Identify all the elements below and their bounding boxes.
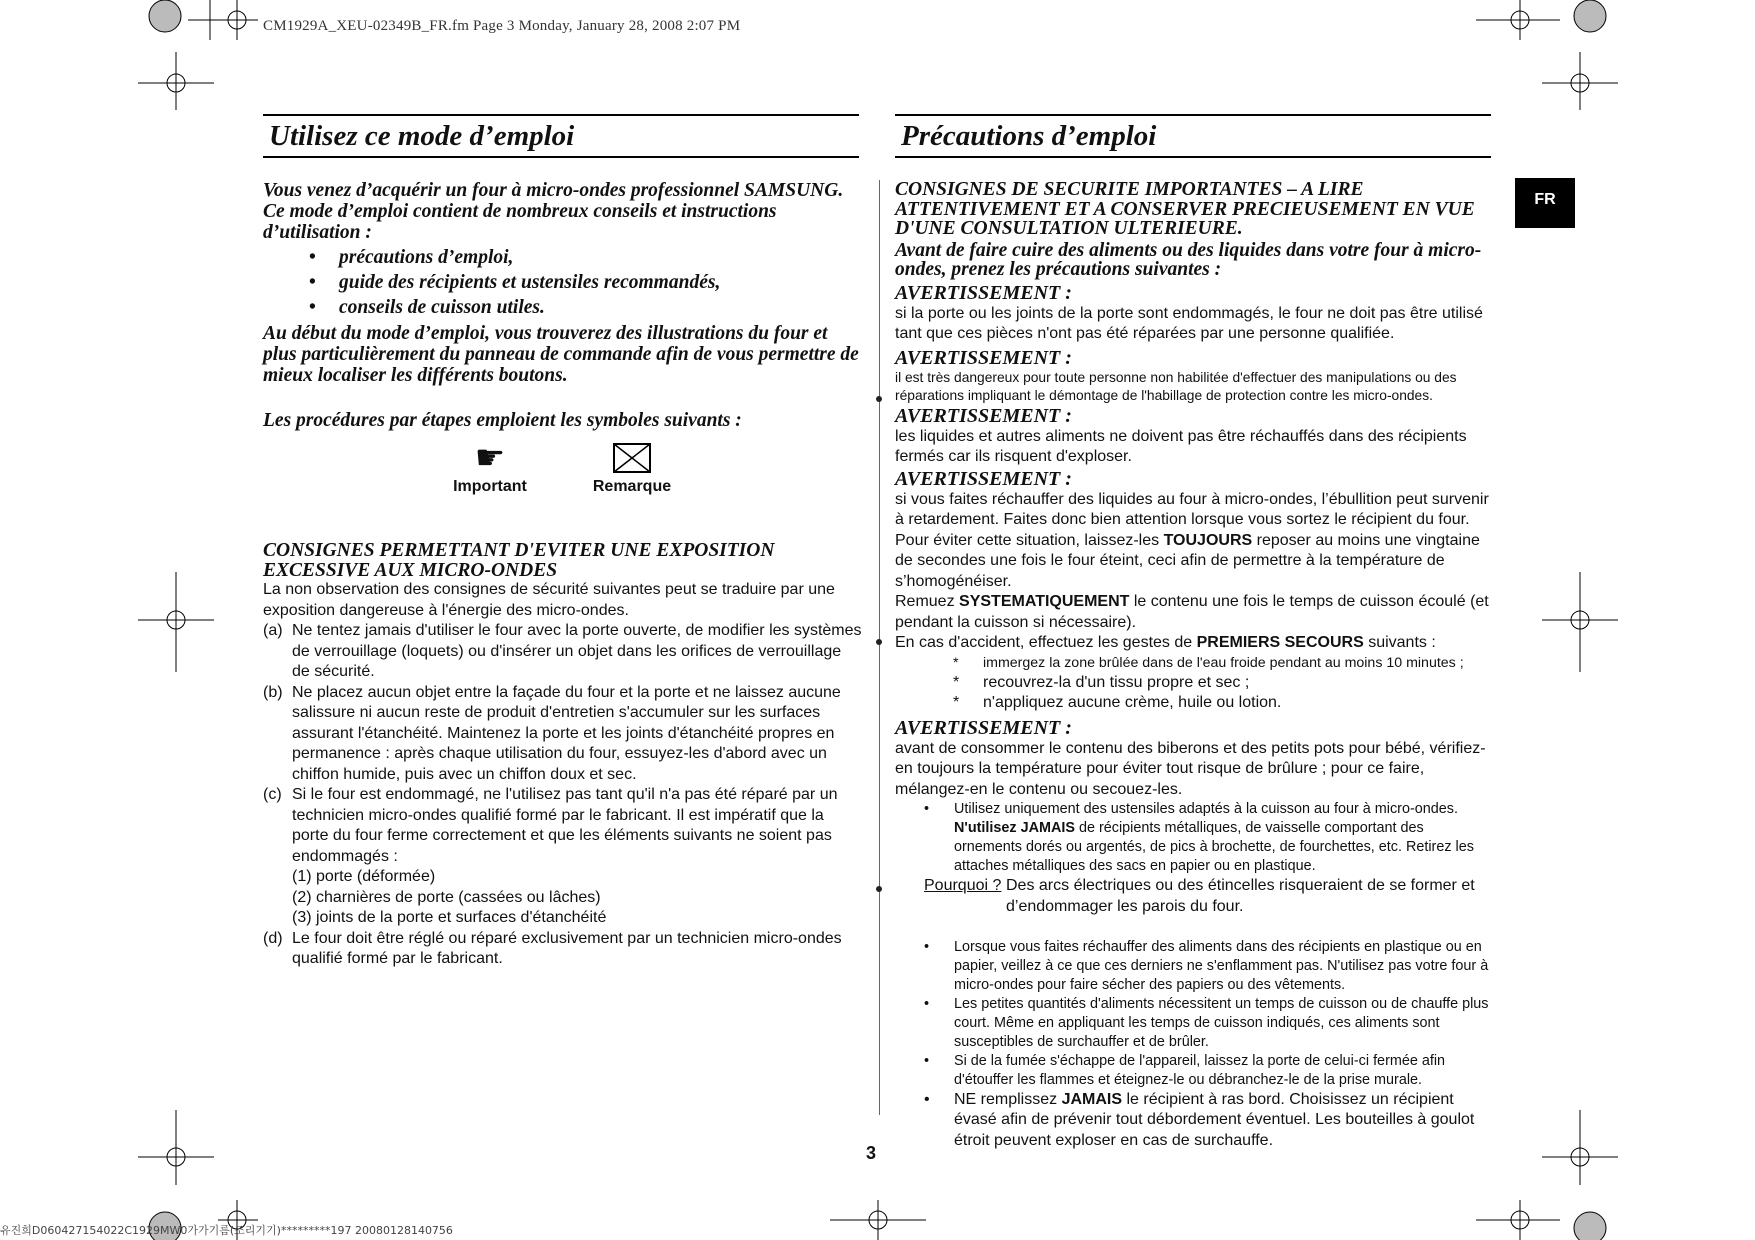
text-run: le contenu une fois le temps de cuisson écoulé (et pendant la cuisson si nécessaire). bbox=[895, 593, 1489, 631]
margin-dot bbox=[876, 396, 882, 402]
list-item: • conseils de cuisson utiles. bbox=[263, 295, 863, 320]
item-text: Ne placez aucun objet entre la façade du four et la porte et ne laissez aucune salissure ni aucun reste de produit d'entretien s'accumuler sur les surfaces assurant l'étanchéité. Maintenez la porte et les joints d'étanchéité propres en permanence : après chaque utilisation du four, essuyez-les d'abord avec un chiffon humide, puis avec un chiffon doux et sec. bbox=[292, 683, 841, 783]
warning-text: il est très dangereux pour toute personne non habilitée d'effectuer des manipulations ou des réparations impliquant le démontage de l'habillage de protection contre les micro-ondes. bbox=[895, 369, 1457, 403]
print-footer: 유진희D060427154022C1929MW0가가기름(조리기기)*********197 20080128140756 bbox=[0, 1224, 453, 1237]
warning-label: AVERTISSEMENT : bbox=[895, 281, 1072, 304]
list-item: * n'appliquez aucune crème, huile ou lotion. bbox=[895, 693, 1495, 714]
bold-run: PREMIERS SECOURS bbox=[1196, 634, 1364, 651]
warning-text: si la porte ou les joints de la porte sont endommagés, le four ne doit pas être utilisé tant que ces pièces n'ont pas été réparées par une personne qualifiée. bbox=[895, 304, 1483, 342]
warning-text: avant de consommer le contenu des biberons et des petits pots pour bébé, vérifiez-en toujours la température pour éviter tout risque de brûlure ; pour ce faire, mélangez-en le contenu ou secouez-les. bbox=[895, 739, 1486, 798]
first-aid-intro bbox=[895, 633, 1495, 654]
note-icon bbox=[582, 438, 682, 478]
text-run: reposer au moins une vingtaine de secondes une fois le four éteint, ceci afin de permettre à la température de s’homogénéiser. bbox=[895, 531, 1480, 590]
list-item bbox=[263, 621, 863, 683]
right-title-box bbox=[895, 114, 1491, 158]
item-text: Si le four est endommagé, ne l'utilisez pas tant qu'il n'a pas été réparé par un technicien micro-ondes qualifié formé par le fabricant. Il est impératif que la porte du four ferme correctement et que les éléments suivants ne soient pas endommagés : bbox=[292, 786, 838, 865]
language-tab: FR bbox=[1515, 178, 1575, 228]
symbol-important bbox=[440, 438, 540, 496]
text-run: Utilisez uniquement des ustensiles adaptés à la cuisson au four à micro-ondes. bbox=[954, 801, 1458, 817]
text-run: Remuez bbox=[895, 593, 960, 610]
sub-item: (3) joints de la porte et surfaces d'étanchéité bbox=[292, 909, 607, 926]
bold-run: JAMAIS bbox=[1061, 1090, 1123, 1108]
precautions-list-2 bbox=[895, 938, 1495, 1090]
list-item bbox=[895, 1090, 1495, 1152]
why-text: Des arcs électriques ou des étincelles risqueraient de se former et d’endommager les parois du four. bbox=[1006, 877, 1475, 915]
pointing-hand-icon: ☛ bbox=[474, 439, 506, 477]
column-divider bbox=[879, 180, 880, 1115]
text-run: le récipient à ras bord. Choisissez un récipient évasé afin de prévenir tout débordement éventuel. Les bouteilles à goulot étroit peuvent exploser en cas de surchauffe. bbox=[954, 1090, 1475, 1149]
warning-label: AVERTISSEMENT : bbox=[895, 346, 1072, 369]
item-text: Le four doit être réglé ou réparé exclusivement par un technicien micro-ondes qualifié formé par le fabricant. bbox=[292, 929, 842, 967]
item-text: Ne tentez jamais d'utiliser le four avec la porte ouverte, de modifier les systèmes de verrouillage (loquets) ou d'insérer un objet dans les orifices de verrouillage de sécurité. bbox=[292, 622, 862, 680]
list-item: • précautions d’emploi, bbox=[263, 245, 863, 270]
why-label: Pourquoi ? bbox=[924, 877, 1002, 894]
intro-text: Vous venez d’acquérir un four à micro-ondes professionnel SAMSUNG. Ce mode d’emploi contient de nombreux conseils et instructions d’utilisation : bbox=[263, 180, 844, 243]
print-header: CM1929A_XEU-02349B_FR.fm Page 3 Monday, January 28, 2008 2:07 PM bbox=[263, 18, 741, 34]
text-run: En cas d'accident, effectuez les gestes de bbox=[895, 634, 1197, 651]
consignes-heading: CONSIGNES DE SECURITE IMPORTANTES – A LIRE ATTENTIVEMENT ET A CONSERVER PRECIEUSEMENT EN VUE D'UNE CONSULTATION ULTERIEURE. bbox=[895, 179, 1475, 239]
section-title: CONSIGNES PERMETTANT D'EVITER UNE EXPOSITION EXCESSIVE AUX MICRO-ONDES bbox=[263, 540, 775, 581]
bold-run: TOUJOURS bbox=[1163, 531, 1253, 549]
why-note bbox=[895, 876, 1495, 938]
list-item: * recouvrez-la d'un tissu propre et sec ; bbox=[895, 673, 1495, 694]
safety-list bbox=[263, 621, 863, 970]
warning-label: AVERTISSEMENT : bbox=[895, 467, 1072, 490]
margin-dot bbox=[876, 639, 882, 645]
list-item bbox=[263, 929, 863, 970]
bold-run: SYSTEMATIQUEMENT bbox=[959, 593, 1130, 610]
precautions-list-3 bbox=[895, 1090, 1495, 1152]
avant-text: Avant de faire cuire des aliments ou des liquides dans votre four à micro-ondes, prenez les précautions suivantes : bbox=[895, 239, 1482, 280]
section-intro: La non observation des consignes de sécurité suivantes peut se traduire par une exposition dangereuse à l'énergie des micro-ondes. bbox=[263, 581, 835, 619]
intro-text-2: Au début du mode d’emploi, vous trouverez des illustrations du four et plus particulièrement du panneau de commande afin de vous permettre de mieux localiser les différents boutons. bbox=[263, 323, 859, 386]
list-item: • Lorsque vous faites réchauffer des aliments dans des récipients en plastique ou en papier, veillez à ce que ces derniers ne s'enflamment pas. N'utilisez pas votre four à micro-ondes pour faire sécher des papiers ou des vêtements. bbox=[895, 938, 1495, 995]
item-label: (d) bbox=[263, 929, 283, 947]
text-run: si vous faites réchauffer des liquides au four à micro-ondes, l’ébullition peut survenir à retardement. Faites donc bien attention lorsque vous sortez le récipient du four. Pour éviter cette situation, laissez-les bbox=[895, 490, 1489, 549]
margin-dot bbox=[876, 886, 882, 892]
list-item: • Si de la fumée s'échappe de l'appareil, laissez la porte de celui-ci fermée afin d'étouffer les flammes et éteignez-le ou débranchez-le de la prise murale. bbox=[895, 1052, 1495, 1090]
symbol-label: Remarque bbox=[592, 478, 672, 495]
precautions-list bbox=[895, 800, 1495, 876]
list-item: • Les petites quantités d'aliments nécessitent un temps de cuisson ou de chauffe plus court. Même en appliquant les temps de cuisson indiqués, ces aliments sont susceptibles de surchauffer et de brûler. bbox=[895, 995, 1495, 1052]
list-item: • guide des récipients et ustensiles recommandés, bbox=[263, 270, 863, 295]
item-label: (b) bbox=[263, 683, 283, 701]
list-item bbox=[263, 683, 863, 786]
page-number: 3 bbox=[866, 1143, 877, 1163]
text-run: NE remplissez bbox=[954, 1090, 1062, 1108]
text-run: suivants : bbox=[1363, 634, 1436, 651]
list-item bbox=[895, 800, 1495, 876]
intro-bullets bbox=[263, 245, 863, 320]
symbol-remarque bbox=[582, 438, 682, 496]
warning-text: les liquides et autres aliments ne doivent pas être réchauffés dans des récipients fermés car ils risquent d'exploser. bbox=[895, 427, 1467, 465]
stir-text bbox=[895, 592, 1495, 633]
bold-run: N'utilisez JAMAIS bbox=[954, 820, 1075, 836]
symbol-label: Important bbox=[453, 478, 527, 495]
sub-item: (1) porte (déformée) bbox=[292, 868, 436, 885]
item-label: (a) bbox=[263, 622, 283, 639]
left-title-box bbox=[263, 114, 859, 158]
sub-item: (2) charnières de porte (cassées ou lâches) bbox=[292, 888, 601, 906]
left-intro bbox=[263, 180, 863, 386]
list-item: * immergez la zone brûlée dans de l'eau froide pendant au moins 10 minutes ; bbox=[895, 654, 1495, 673]
first-aid-list bbox=[895, 654, 1495, 714]
list-item bbox=[263, 785, 863, 929]
text-run: de récipients métalliques, de vaisselle comportant des ornements dorés ou argentés, de pics à brochette, de fourchettes, etc. Retirez les attaches métalliques des sacs en papier ou en plastique. bbox=[954, 820, 1474, 874]
symbols-intro: Les procédures par étapes emploient les symboles suivants : bbox=[263, 410, 742, 431]
warning-label: AVERTISSEMENT : bbox=[895, 404, 1072, 427]
right-content bbox=[895, 180, 1495, 1151]
left-section bbox=[263, 541, 863, 970]
warning-text bbox=[895, 490, 1495, 593]
page-title-left: Utilisez ce mode d’emploi bbox=[269, 120, 575, 152]
item-label: (c) bbox=[263, 786, 282, 803]
page-title-right: Précautions d’emploi bbox=[901, 120, 1157, 152]
warning-label: AVERTISSEMENT : bbox=[895, 716, 1072, 739]
